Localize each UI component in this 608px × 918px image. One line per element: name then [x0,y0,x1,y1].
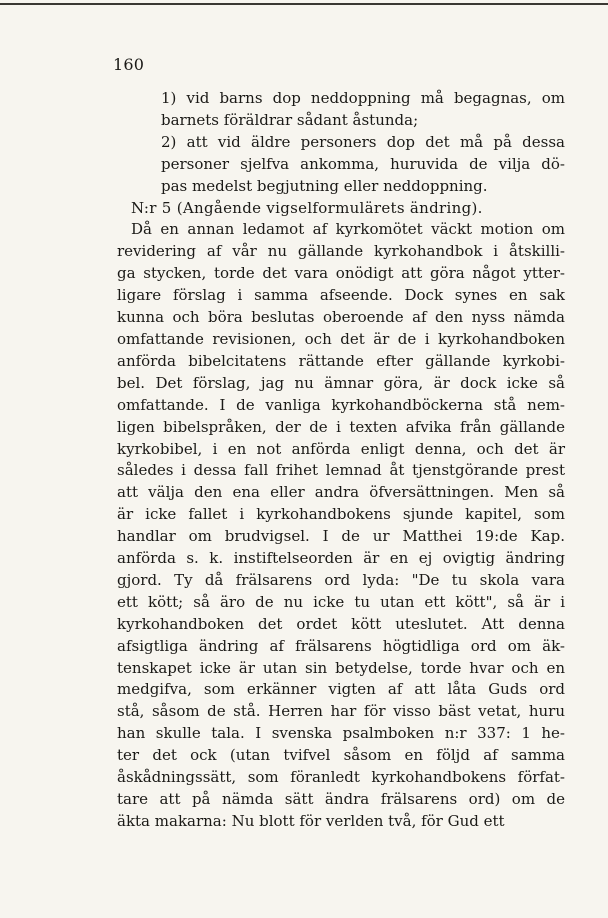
body-line-23: stå, såsom de stå. Herren har för visso bäst vetat, huru [117,702,565,721]
body-line-28: äkta makarna: Nu blott för verlden två, för Gud ett [117,811,505,830]
body-line-3: ga stycken, torde det vara onödigt att göra något ytter- [117,264,565,283]
body-line-1: Då en annan ledamot af kyrkomötet väckt motion om [131,220,565,239]
list-item-1-line-2: barnets föräldrar sådant åstunda; [161,110,419,129]
body-line-17: gjord. Ty då frälsarens ord lyda: "De tu skola vara [117,570,565,589]
page-text [117,88,565,833]
body-line-13: att välja den ena eller andra öfversättningen. Men så [117,483,565,502]
body-line-26: åskådningssätt, som föranledt kyrkohandbokens förfat- [117,768,565,787]
body-line-25: ter det ock (utan tvifvel såsom en följd af samma [117,746,565,765]
body-line-22: medgifva, som erkänner vigten af att låta Guds ord [117,680,565,699]
body-line-7: anförda bibelcitatens rättande efter gällande kyrkobi- [117,351,565,370]
body-line-11: kyrkobibel, i en not anförda enligt denna, och det är [117,439,565,458]
body-line-10: ligen bibelspråken, der de i texten afvika från gällande [117,417,565,436]
page-number: 160 [113,55,145,74]
list-item-2-line-3: pas medelst begjutning eller neddoppning. [161,176,488,195]
body-line-19: kyrkohandboken det ordet kött uteslutet. Att denna [117,614,565,633]
body-line-8: bel. Det förslag, jag nu ämnar göra, är dock icke så [117,373,565,392]
list-item-1-line-1: 1) vid barns dop neddoppning må begagnas, om [161,89,565,107]
body-line-5: kunna och böra beslutas oberoende af den nyss nämda [117,308,565,327]
body-line-6: omfattande revisionen, och det är de i kyrkohandboken [117,329,565,348]
body-line-2: revidering af vår nu gällande kyrkohandbok i åtskilli- [117,242,565,261]
section-heading: N:r 5 (Angående vigselformulärets ändring). [131,198,483,217]
body-line-24: han skulle tala. I svenska psalmboken n:r 337: 1 he- [117,724,565,743]
body-line-4: ligare förslag i samma afseende. Dock synes en sak [117,286,565,305]
body-line-12: således i dessa fall frihet lemnad åt tjenstgörande prest [117,461,565,480]
body-line-9: omfattande. I de vanliga kyrkohandböckerna stå nem- [117,395,565,414]
body-line-14: är icke fallet i kyrkohandbokens sjunde kapitel, som [117,505,565,524]
list-item-2-line-2: personer sjelfva ankomma, huruvida de vilja dö- [161,154,565,173]
top-border-rule [0,3,608,5]
body-line-27: tare att på nämda sätt ändra frälsarens ord) om de [117,790,565,808]
body-paragraph [117,219,565,832]
body-line-18: ett kött; så äro de nu icke tu utan ett kött", så är i [117,592,565,611]
body-line-15: handlar om brudvigsel. I de ur Matthei 19:de Kap. [117,527,565,546]
body-line-20: afsigtliga ändring af frälsarens högtidliga ord om äk- [117,636,565,655]
body-line-21: tenskapet icke är utan sin betydelse, torde hvar och en [117,658,565,677]
list-item-2-line-1: 2) att vid äldre personers dop det må på dessa [161,132,565,151]
body-line-16: anförda s. k. instiftelseorden är en ej ovigtig ändring [117,549,565,568]
